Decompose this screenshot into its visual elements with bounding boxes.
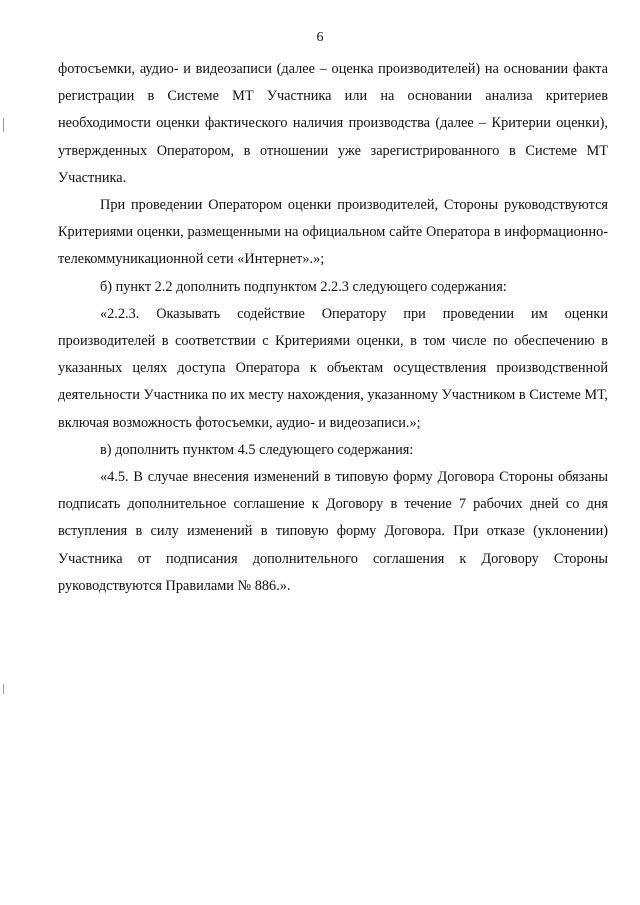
paragraph-clause-2-2-3: «2.2.3. Оказывать содействие Оператору при проведении им оценки производителей в соответствии с Критериями оценки, в том числе по обеспечению в указанных целях доступа Оператора к объектам осуществления производственной деятельности Участника по их месту нахождения, указанному Участником в Системе МТ, включая возможность фотосъемки, аудио- и видеозаписи.»;	[58, 305, 608, 431]
paragraph-clause-4-5: «4.5. В случае внесения изменений в типовую форму Договора Стороны обязаны подписать дополнительное соглашение к Договору в течение 7 рабочих дней со дня вступления в силу изменений в типовую форму Договора. При отказе (уклонении) Участника от подписания дополнительного соглашения к Договору Стороны руководствуются Правилами № 886.».	[58, 469, 608, 594]
scan-edge-mark	[3, 118, 4, 132]
paragraph-continuation: фотосъемки, аудио- и видеозаписи (далее – оценка производителей) на основании факта регистрации в Системе МТ Участника или на основании анализа критериев необходимости оценки фактического наличия производства (далее – Критерии оценки), утвержденных Оператором, в отношении уже зарегистрированного в Системе МТ Участника.	[58, 61, 608, 186]
paragraph-amendment-b: б) пункт 2.2 дополнить подпунктом 2.2.3 следующего содержания:	[100, 278, 507, 295]
document-body	[58, 56, 608, 600]
paragraph-criteria-note: При проведении Оператором оценки производителей, Стороны руководствуются Критериями оценки, размещенными на официальном сайте Оператора в информационно-телекоммуникационной сети «Интернет».»;	[58, 197, 608, 268]
scan-edge-mark	[3, 684, 4, 694]
page-number: 6	[316, 30, 324, 45]
paragraph-amendment-c: в) дополнить пунктом 4.5 следующего содержания:	[100, 441, 414, 458]
